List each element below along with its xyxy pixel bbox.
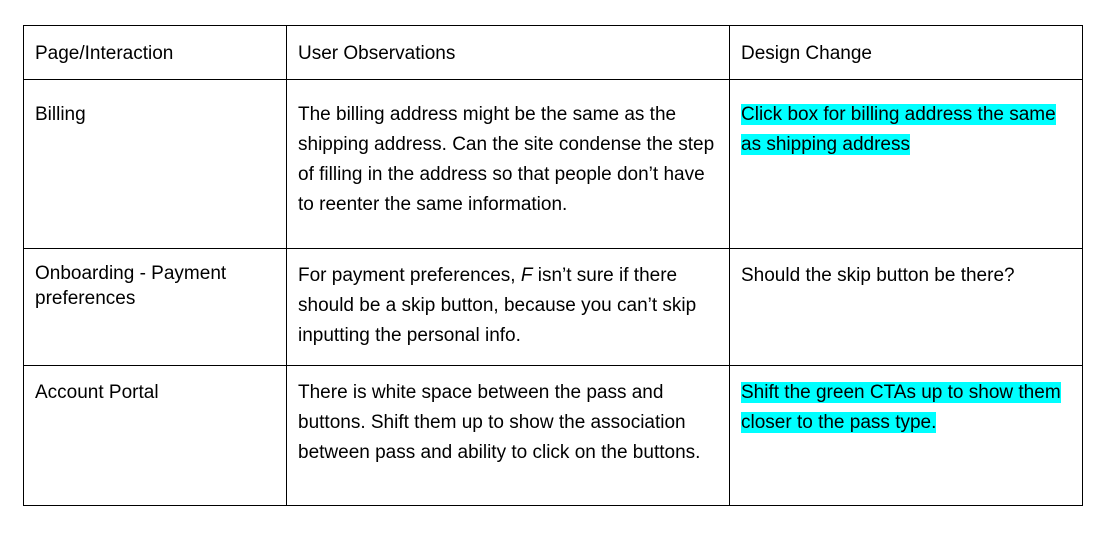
row-change-cell — [730, 249, 1083, 366]
row-page-label: Billing — [35, 104, 86, 125]
row-observation-text: There is white space between the pass and buttons. Shift them up to show the association between pass and ability to click on the buttons. — [298, 382, 701, 463]
header-user-observations: User Observations — [287, 26, 730, 80]
row-observation-cell — [287, 249, 730, 366]
row-observation-prefix: For payment preferences, — [298, 265, 521, 286]
header-page-interaction: Page/Interaction — [24, 26, 287, 80]
highlighted-change-text: Shift the green CTAs up to show them closer to the pass type. — [741, 382, 1061, 433]
row-page-label: Onboarding - Payment preferences — [35, 263, 227, 309]
usability-findings-table — [23, 25, 1083, 506]
row-observation-text: The billing address might be the same as the shipping address. Can the site condense the step of filling in the address so that people don’t have to reenter the same information. — [298, 104, 715, 215]
row-change-text: Should the skip button be there? — [741, 265, 1015, 286]
participant-initial: F — [520, 265, 533, 286]
header-design-change: Design Change — [730, 26, 1083, 80]
row-page-cell — [24, 80, 287, 249]
table-header-row — [24, 26, 1083, 80]
row-change-cell — [730, 366, 1083, 506]
highlighted-change-text: Click box for billing address the same as shipping address — [741, 104, 1056, 155]
row-observation-suffix: isn’t sure if there should be a skip button, because you can’t skip inputting the personal info. — [298, 265, 697, 346]
table-row — [24, 80, 1083, 249]
row-observation-cell — [287, 80, 730, 249]
row-change-cell — [730, 80, 1083, 249]
row-page-label: Account Portal — [35, 382, 159, 403]
table-row — [24, 366, 1083, 506]
row-observation-cell — [287, 366, 730, 506]
row-page-cell — [24, 249, 287, 366]
table-row — [24, 249, 1083, 366]
row-page-cell — [24, 366, 287, 506]
